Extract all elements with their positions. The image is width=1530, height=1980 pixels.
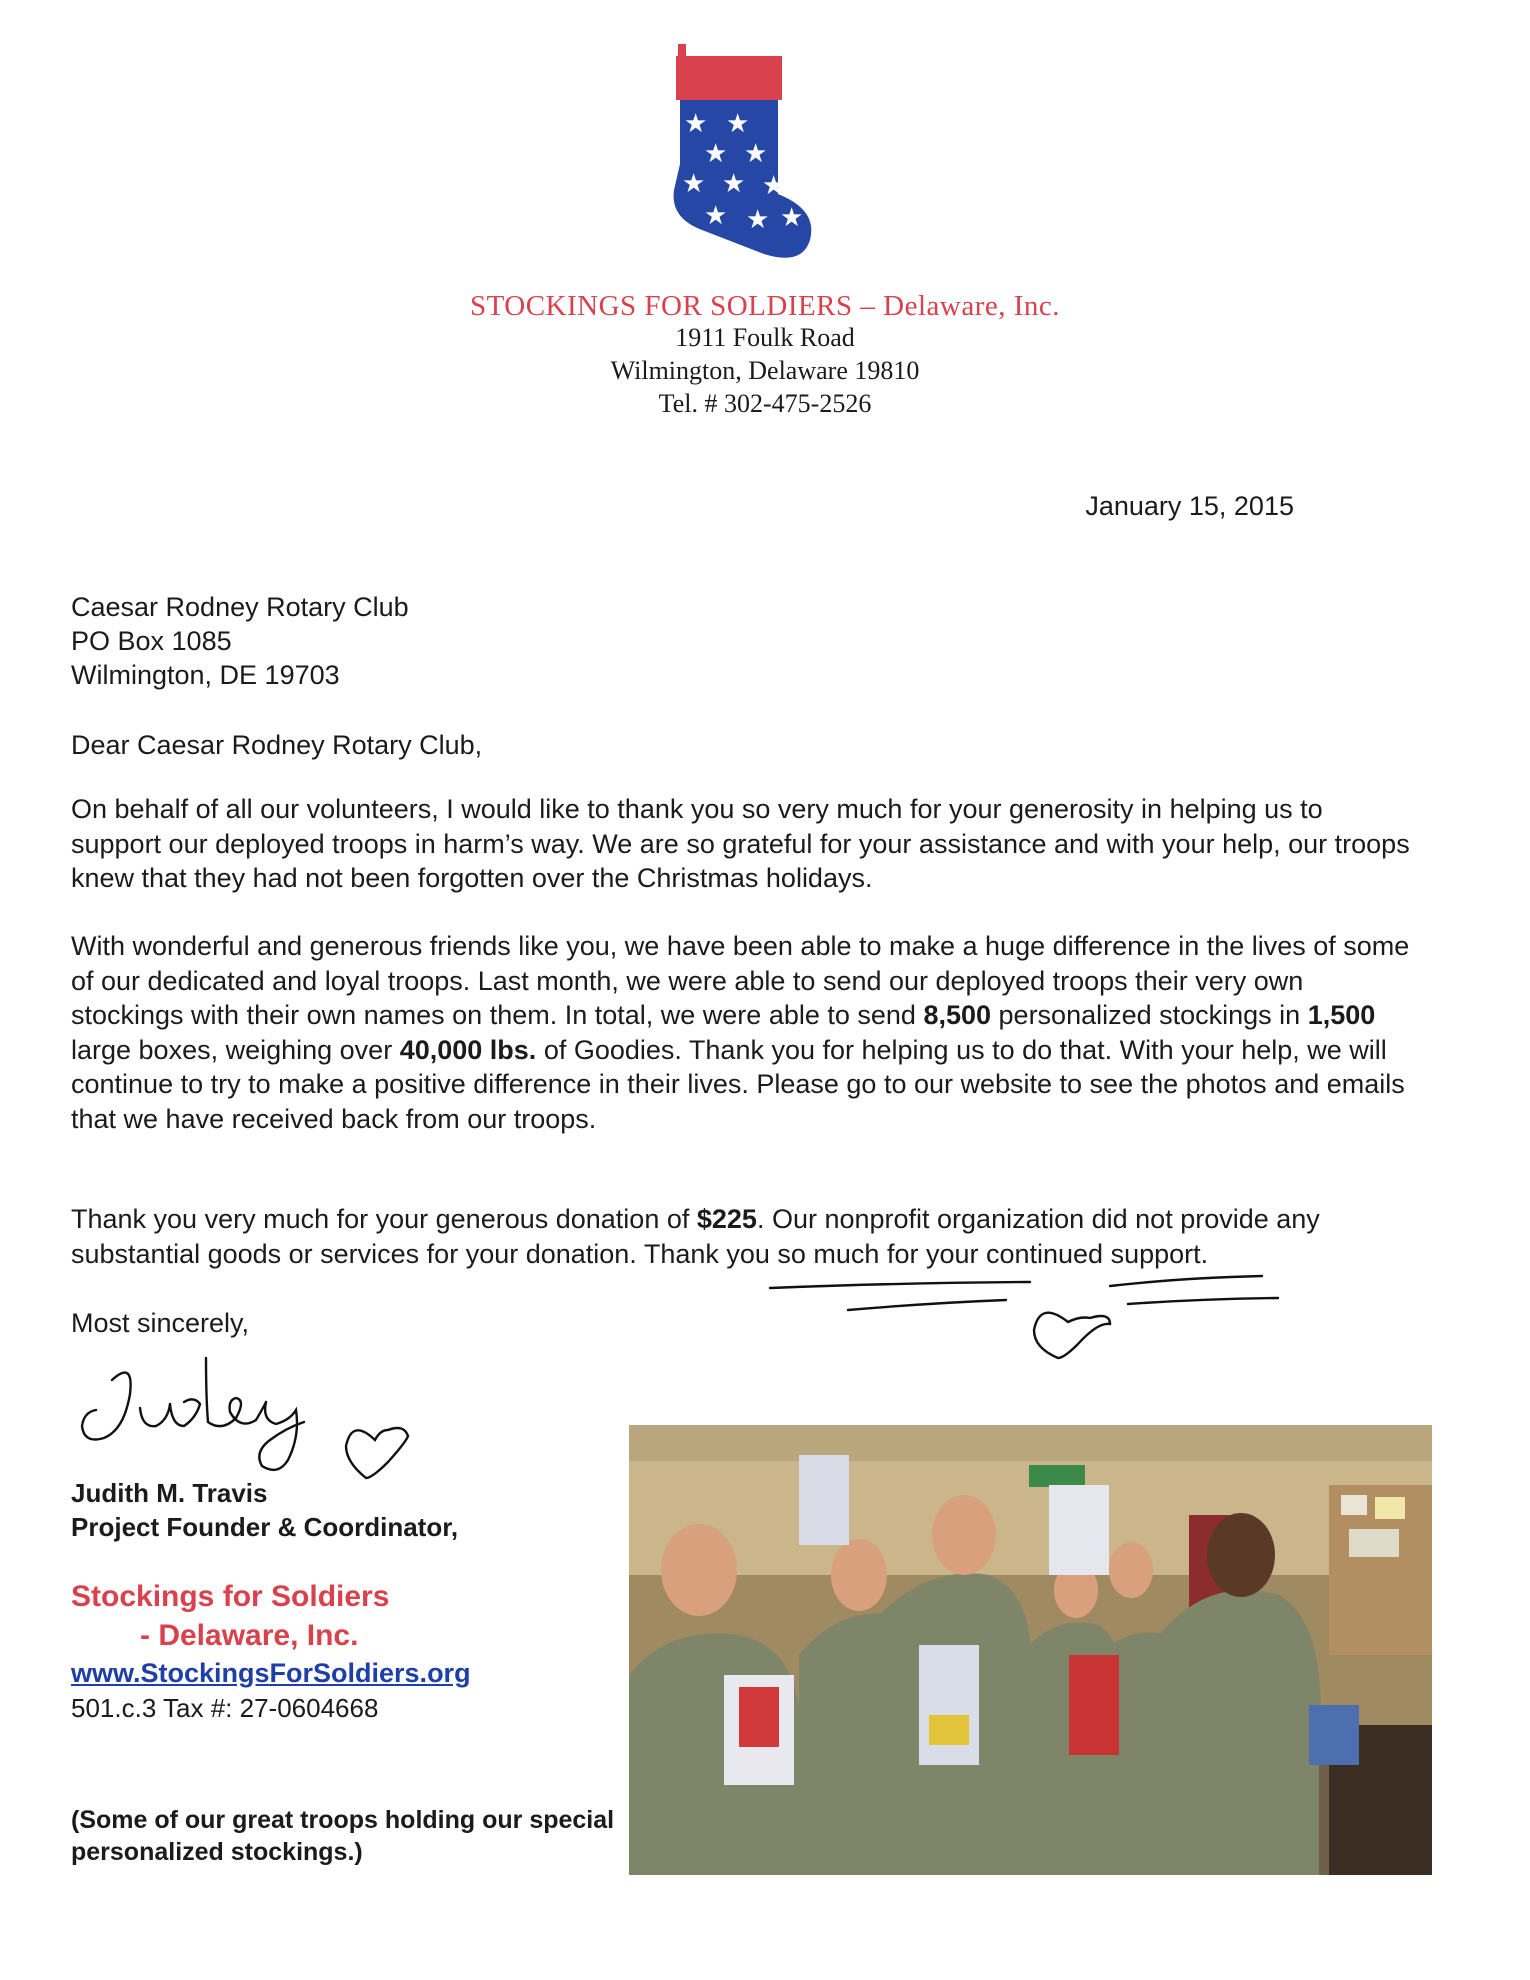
letterhead-city: Wilmington, Delaware 19810 xyxy=(610,356,920,385)
svg-text:★: ★ xyxy=(704,201,728,231)
donation-amount: $225 xyxy=(696,1204,757,1234)
stocking-logo xyxy=(668,44,818,264)
paragraph-2 xyxy=(71,929,1411,1136)
heart-doodle-icon xyxy=(346,1428,408,1478)
p2-boxes-count: 1,500 xyxy=(1307,1000,1376,1030)
paragraph-3 xyxy=(71,1202,1411,1271)
website-link[interactable]: www.StockingsForSoldiers.org xyxy=(71,1658,471,1688)
svg-text:★: ★ xyxy=(762,171,786,201)
svg-text:★: ★ xyxy=(780,203,804,233)
recipient-city: Wilmington, DE 19703 xyxy=(71,660,340,690)
svg-text:★: ★ xyxy=(704,139,728,169)
p3-text-a: Thank you very much for your generous donation of xyxy=(71,1204,697,1234)
salutation: Dear Caesar Rodney Rotary Club, xyxy=(71,730,483,760)
p2-text-c: large boxes, weighing over xyxy=(71,1034,400,1065)
underline-stroke xyxy=(848,1300,1006,1310)
letterhead-org-name: STOCKINGS FOR SOLDIERS – Delaware, Inc. xyxy=(469,290,1061,322)
letterhead-phone: Tel. # 302-475-2526 xyxy=(658,389,872,418)
svg-text:★: ★ xyxy=(682,169,706,199)
underline-stroke xyxy=(770,1282,1030,1288)
p2-text-b: personalized stockings in xyxy=(991,1000,1308,1030)
svg-text:★: ★ xyxy=(722,169,746,199)
p2-text-a: With wonderful and generous friends like you, we have been able to make a huge difference in the lives of some of our dedicated and loyal troops. Last month, we were able to send our deployed troops their very own stockings with their own names on them. In total, we were able to send xyxy=(71,931,1410,1030)
tax-id: 501.c.3 Tax #: 27-0604668 xyxy=(71,1693,379,1723)
closing: Most sincerely, xyxy=(71,1308,250,1338)
photo-caption: (Some of our great troops holding our special personalized stockings.) xyxy=(71,1806,615,1866)
underline-stroke xyxy=(1128,1298,1278,1304)
svg-text:★: ★ xyxy=(726,109,750,139)
recipient-box: PO Box 1085 xyxy=(71,626,232,656)
paragraph-1: On behalf of all our volunteers, I would like to thank you so very much for your generosity in helping us to support our deployed troops in harm’s way. We are so grateful for your assistance and with your help, our troops knew that they had not been forgotten over the Christmas holidays. xyxy=(71,794,1410,893)
heart-doodle-icon xyxy=(1034,1313,1110,1358)
p3-text-b: . Our nonprofit organization did not provide any substantial goods or services for your donation. Thank you so much for your continued support. xyxy=(71,1204,1320,1269)
svg-text:★: ★ xyxy=(684,109,708,139)
svg-text:★: ★ xyxy=(744,139,768,169)
letter-date: January 15, 2015 xyxy=(1085,491,1294,521)
svg-text:★: ★ xyxy=(746,205,770,235)
troops-photo xyxy=(629,1425,1432,1875)
signer-org-line1: Stockings for Soldiers xyxy=(71,1580,390,1613)
signature-stroke xyxy=(82,1358,304,1470)
p2-text-d: of Goodies. Thank you for helping us to do that. With your help, we will continue to try to make a positive difference in their lives. Please go to our website to see the photos and emails that we have received back from our troops. xyxy=(71,1034,1405,1134)
p2-stockings-count: 8,500 xyxy=(923,1000,992,1030)
signer-title: Project Founder & Coordinator, xyxy=(71,1512,459,1542)
recipient-name: Caesar Rodney Rotary Club xyxy=(71,592,409,622)
underline-stroke xyxy=(1110,1276,1262,1286)
p2-weight: 40,000 lbs. xyxy=(399,1034,537,1065)
letterhead-street: 1911 Foulk Road xyxy=(675,323,855,352)
signer-name: Judith M. Travis xyxy=(71,1478,268,1508)
signer-org-line2: - Delaware, Inc. xyxy=(140,1619,359,1652)
